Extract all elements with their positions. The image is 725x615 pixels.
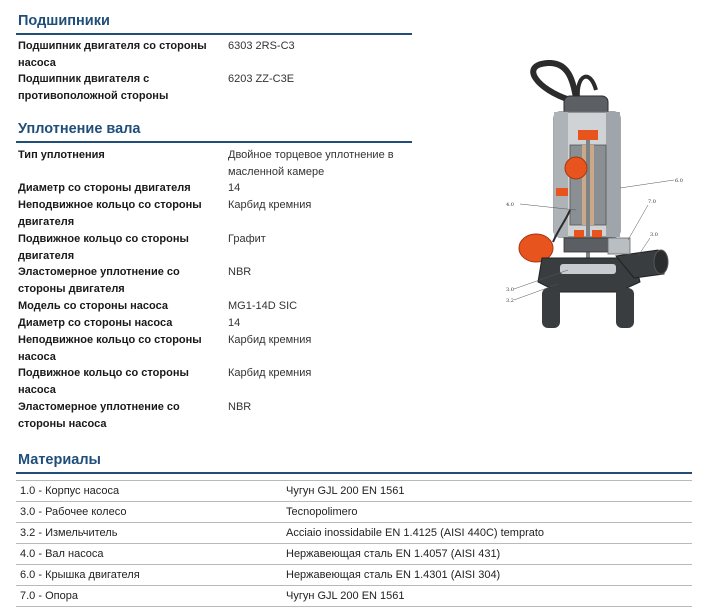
table-row (16, 481, 692, 502)
material-part: 3.0 - Рабочее колесо (16, 502, 282, 523)
impeller (560, 264, 616, 274)
material-value: Tecnopolimero (282, 502, 692, 523)
seal-title: Уплотнение вала (18, 121, 141, 137)
discharge-outlet (654, 250, 668, 274)
spec-label: Тип уплотнения (18, 149, 105, 161)
table-row (16, 502, 692, 523)
foot-right (616, 288, 634, 328)
spec-value: Карбид кремния (228, 199, 312, 211)
spec-label: Подшипник двигателя со стороны насоса (18, 40, 207, 69)
pump-cutaway-diagram (498, 60, 698, 335)
materials-title: Материалы (18, 452, 101, 468)
spec-value: 14 (228, 317, 241, 329)
callout-label: 6.0 (675, 178, 683, 184)
material-value: Нержавеющая сталь EN 1.4057 (AISI 431) (282, 544, 692, 565)
bearings-divider (16, 33, 412, 35)
spec-label: Диаметр со стороны двигателя (18, 182, 191, 194)
seal-divider (16, 141, 412, 143)
callout-label: 3.0 (650, 232, 658, 238)
spec-value: Карбид кремния (228, 367, 312, 379)
material-part: 4.0 - Вал насоса (16, 544, 282, 565)
spec-value: 6303 2RS-C3 (228, 40, 295, 52)
material-value: Acciaio inossidabile EN 1.4125 (AISI 440C) temprato (282, 523, 692, 544)
material-value: Чугун GJL 200 EN 1561 (282, 586, 692, 607)
spec-label: Эластомерное уплотнение со стороны насоса (18, 401, 180, 430)
cable-2 (578, 77, 596, 98)
callout-label: 3.2 (506, 298, 514, 304)
bearing-top (578, 130, 598, 140)
material-part: 6.0 - Крышка двигателя (16, 565, 282, 586)
spec-label: Эластомерное уплотнение со стороны двигателя (18, 266, 180, 295)
support-bracket (608, 238, 630, 254)
spec-label: Неподвижное кольцо со стороны насоса (18, 334, 202, 363)
spec-value: 6203 ZZ-C3E (228, 73, 295, 85)
material-value: Нержавеющая сталь EN 1.4301 (AISI 304) (282, 565, 692, 586)
spec-value: 14 (228, 182, 241, 194)
spec-label: Диаметр со стороны насоса (18, 317, 173, 329)
table-row (16, 565, 692, 586)
spec-value: NBR (228, 401, 252, 413)
spec-label: Подвижное кольцо со стороны двигателя (18, 233, 189, 262)
bearings-title: Подшипники (18, 13, 110, 29)
material-part: 3.2 - Измельчитель (16, 523, 282, 544)
spec-value: Двойное торцевое уплотнение в масленной камере (228, 149, 394, 178)
callout-label: 4.0 (506, 202, 514, 208)
materials-divider (16, 472, 692, 474)
leader-line (628, 205, 648, 240)
materials-table (16, 480, 692, 607)
table-row (16, 544, 692, 565)
leader-line (620, 180, 674, 188)
callout-label: 7.0 (648, 199, 656, 205)
material-value: Чугун GJL 200 EN 1561 (282, 481, 692, 502)
material-part: 7.0 - Опора (16, 586, 282, 607)
spec-value: NBR (228, 266, 252, 278)
cable (533, 63, 576, 100)
motor-housing-shade-right (606, 112, 620, 237)
spec-label: Неподвижное кольцо со стороны двигателя (18, 199, 202, 228)
table-row (16, 523, 692, 544)
material-part: 1.0 - Корпус насоса (16, 481, 282, 502)
orange-band (556, 188, 568, 196)
spec-label: Подвижное кольцо со стороны насоса (18, 367, 189, 396)
spec-label: Модель со стороны насоса (18, 300, 168, 312)
callout-label: 3.0 (506, 287, 514, 293)
seal-chamber (564, 238, 612, 252)
spec-value: MG1-14D SIC (228, 300, 298, 312)
foot-left (542, 288, 560, 328)
float-switch (565, 157, 587, 179)
spec-value: Карбид кремния (228, 334, 312, 346)
spec-label: Подшипник двигателя с противоположной стороны (18, 73, 169, 102)
spec-value: Графит (228, 233, 266, 245)
table-row (16, 586, 692, 607)
